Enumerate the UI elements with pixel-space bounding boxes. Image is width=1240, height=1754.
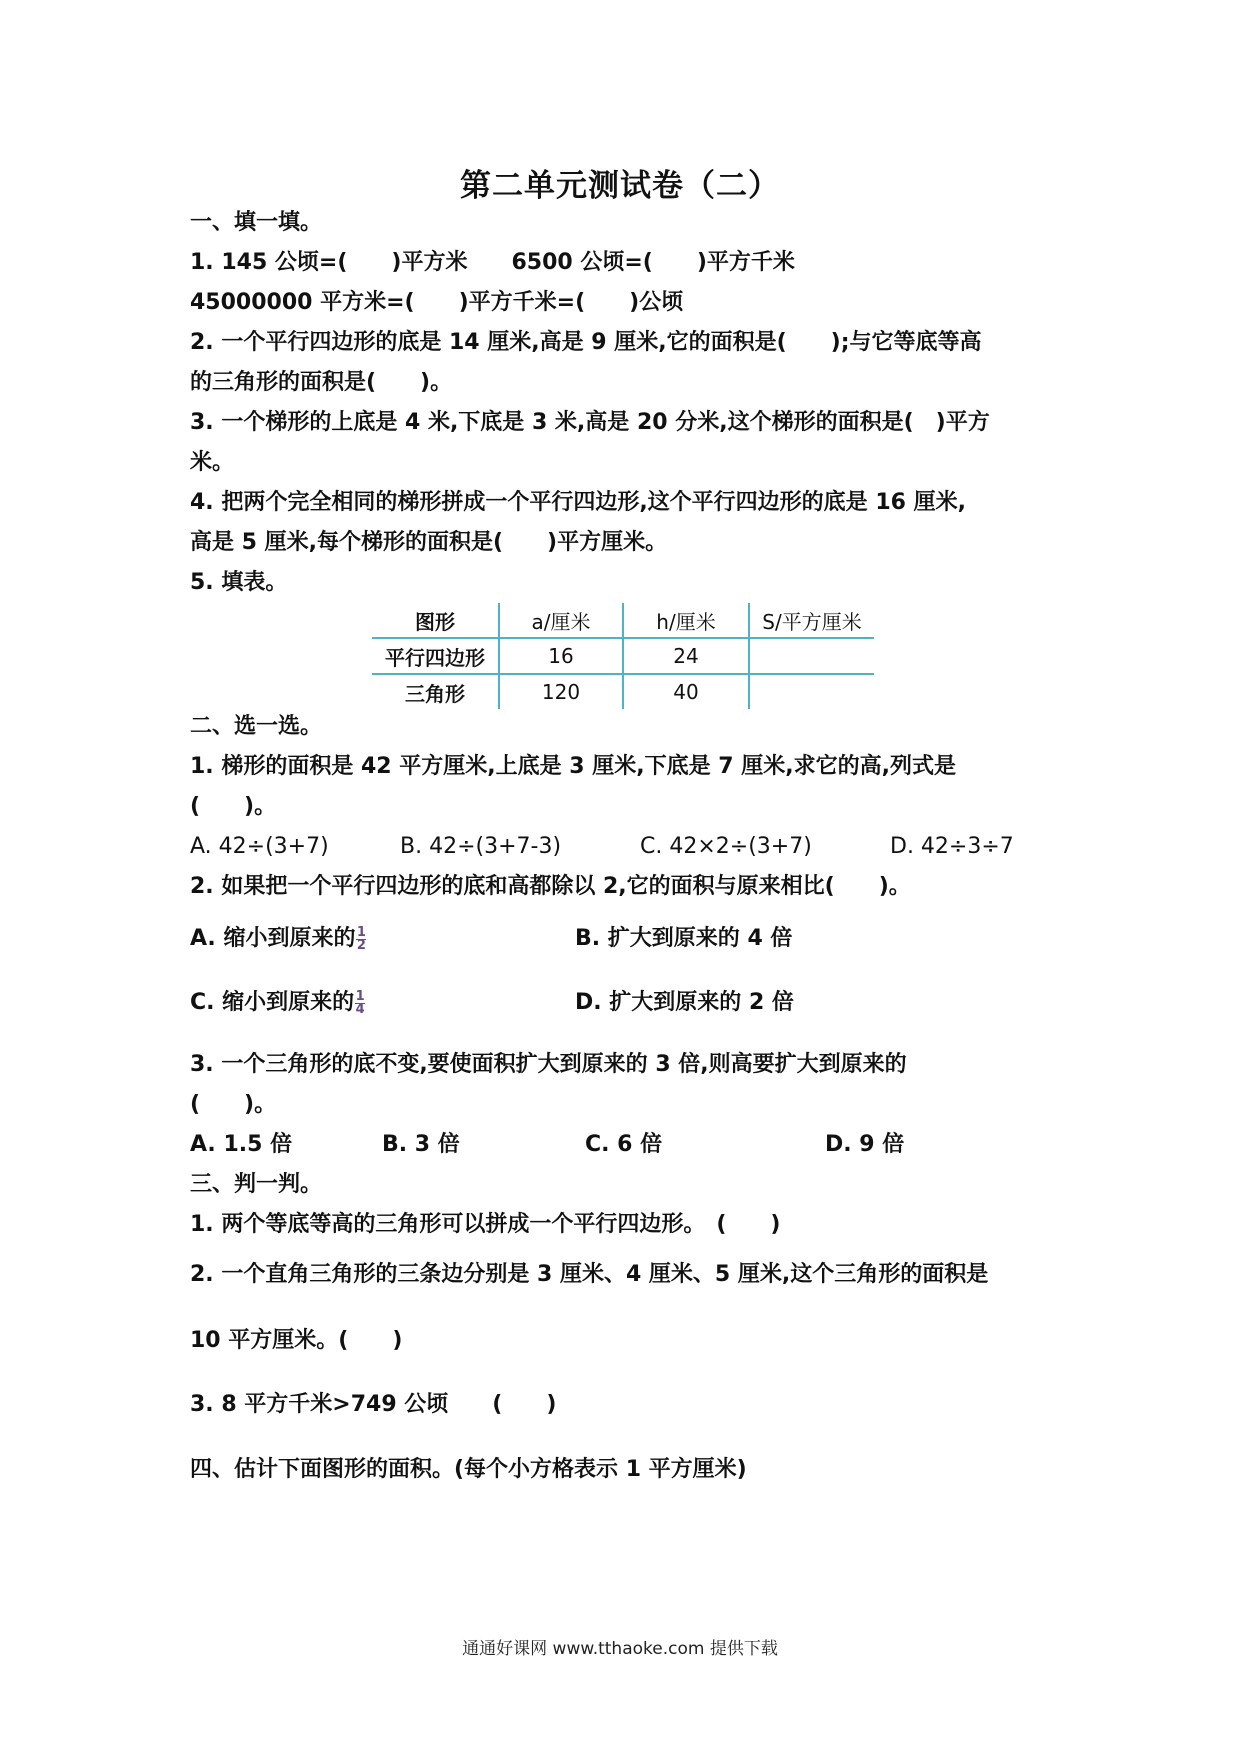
table-header-cell: S/平方厘米 — [749, 603, 874, 638]
fill-q1-line1: 1. 145 公顷=( )平方米 6500 公顷=( )平方千米 — [190, 250, 795, 275]
fraction-numerator: 1 — [355, 988, 365, 1004]
fraction-denominator: 2 — [356, 937, 366, 953]
fill-q3-line2: 米。 — [190, 450, 235, 475]
judge-q3: 3. 8 平方千米>749 公顷 ( ) — [190, 1392, 557, 1417]
choose-q2-option-b: B. 扩大到原来的 4 倍 — [575, 926, 793, 951]
table-row — [372, 638, 874, 674]
choose-q3-option-d: D. 9 倍 — [825, 1132, 905, 1157]
choose-q2-option-a-text: A. 缩小到原来的 — [190, 926, 356, 951]
fraction-denominator: 4 — [355, 1001, 365, 1017]
choose-q1-option-b: B. 42÷(3+7-3) — [400, 834, 562, 859]
table-cell: 三角形 — [405, 681, 465, 706]
section-heading-fill: 一、填一填。 — [190, 210, 323, 235]
fraction-numerator: 1 — [356, 924, 366, 940]
table-cell: 120 — [499, 674, 623, 709]
choose-q1-option-a: A. 42÷(3+7) — [190, 834, 329, 859]
table-cell: 24 — [623, 638, 749, 674]
choose-q2-option-d: D. 扩大到原来的 2 倍 — [575, 990, 794, 1015]
table-cell — [749, 638, 874, 674]
judge-q1: 1. 两个等底等高的三角形可以拼成一个平行四边形。 ( ) — [190, 1212, 781, 1237]
section-heading-judge: 三、判一判。 — [190, 1172, 323, 1197]
choose-q2: 2. 如果把一个平行四边形的底和高都除以 2,它的面积与原来相比( )。 — [190, 874, 911, 899]
fill-table — [372, 603, 874, 709]
table-header-cell: 图形 — [372, 603, 499, 638]
section-heading-choose: 二、选一选。 — [190, 714, 323, 739]
page-title: 第二单元测试卷（二） — [460, 168, 780, 204]
table-header-cell: h/厘米 — [623, 603, 749, 638]
choose-q3-line1: 3. 一个三角形的底不变,要使面积扩大到原来的 3 倍,则高要扩大到原来的 — [190, 1052, 907, 1077]
table-row — [372, 674, 874, 709]
choose-q3-option-b: B. 3 倍 — [382, 1132, 460, 1157]
table-cell: 40 — [623, 674, 749, 709]
choose-q1-line1: 1. 梯形的面积是 42 平方厘米,上底是 3 厘米,下底是 7 厘米,求它的高,列式是 — [190, 754, 956, 779]
fill-q4-line1: 4. 把两个完全相同的梯形拼成一个平行四边形,这个平行四边形的底是 16 厘米, — [190, 490, 966, 515]
footer-source: 通通好课网 www.tthaoke.com 提供下载 — [462, 1639, 778, 1659]
table-cell: 16 — [499, 638, 623, 674]
table-header-row — [372, 603, 874, 638]
fraction-one-half — [356, 924, 366, 953]
choose-q2-option-a — [190, 924, 366, 954]
fill-q2-line1: 2. 一个平行四边形的底是 14 厘米,高是 9 厘米,它的面积是( );与它等底等高 — [190, 330, 982, 355]
choose-q3-line2: ( )。 — [190, 1092, 277, 1117]
choose-q2-option-c-text: C. 缩小到原来的 — [190, 990, 355, 1015]
fill-q3-line1: 3. 一个梯形的上底是 4 米,下底是 3 米,高是 20 分米,这个梯形的面积是( )平方 — [190, 410, 990, 435]
choose-q2-option-c — [190, 988, 365, 1018]
table-cell: 平行四边形 — [372, 638, 499, 674]
choose-q1-option-c: C. 42×2÷(3+7) — [640, 834, 812, 859]
choose-q1-option-d: D. 42÷3÷7 — [890, 834, 1014, 859]
section-heading-estimate: 四、估计下面图形的面积。(每个小方格表示 1 平方厘米) — [190, 1457, 747, 1482]
choose-q1-line2: ( )。 — [190, 794, 277, 819]
fill-q5: 5. 填表。 — [190, 570, 288, 595]
judge-q2-line2: 10 平方厘米。( ) — [190, 1328, 403, 1353]
fraction-one-quarter — [355, 988, 365, 1017]
fill-q4-line2: 高是 5 厘米,每个梯形的面积是( )平方厘米。 — [190, 530, 668, 555]
fill-q1-line2: 45000000 平方米=( )平方千米=( )公顷 — [190, 290, 684, 315]
fill-q2-line2: 的三角形的面积是( )。 — [190, 370, 453, 395]
choose-q3-option-a: A. 1.5 倍 — [190, 1132, 293, 1157]
table-cell — [749, 674, 874, 709]
judge-q2-line1: 2. 一个直角三角形的三条边分别是 3 厘米、4 厘米、5 厘米,这个三角形的面积是 — [190, 1262, 989, 1287]
table-header-cell: a/厘米 — [499, 603, 623, 638]
choose-q3-option-c: C. 6 倍 — [585, 1132, 663, 1157]
